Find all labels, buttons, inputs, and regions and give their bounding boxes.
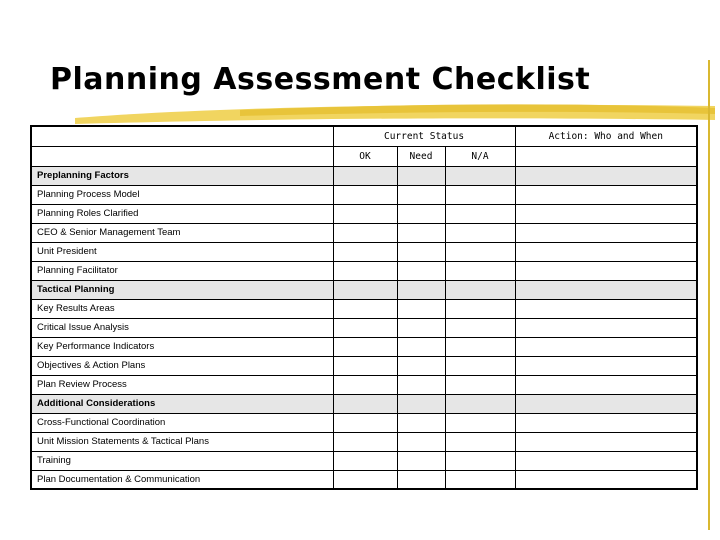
item-label: Cross-Functional Coordination [31,413,333,432]
need-cell[interactable] [397,318,445,337]
action-cell[interactable] [515,204,697,223]
item-label: Critical Issue Analysis [31,318,333,337]
item-label: Key Performance Indicators [31,337,333,356]
na-cell[interactable] [445,166,515,185]
action-cell[interactable] [515,470,697,489]
item-label: Planning Process Model [31,185,333,204]
ok-cell[interactable] [333,223,397,242]
accent-vertical-line [708,60,710,530]
page-title: Planning Assessment Checklist [50,62,591,97]
table-row [31,356,697,375]
na-cell[interactable] [445,185,515,204]
section-label: Tactical Planning [31,280,333,299]
ok-cell[interactable] [333,280,397,299]
table-row [31,318,697,337]
action-cell[interactable] [515,356,697,375]
na-header: N/A [445,146,515,166]
item-label: Planning Roles Clarified [31,204,333,223]
na-cell[interactable] [445,318,515,337]
action-cell[interactable] [515,337,697,356]
table-row [31,223,697,242]
na-cell[interactable] [445,299,515,318]
ok-cell[interactable] [333,375,397,394]
need-cell[interactable] [397,280,445,299]
ok-cell[interactable] [333,242,397,261]
ok-cell[interactable] [333,394,397,413]
table-row [31,261,697,280]
checklist-table [30,125,698,490]
na-cell[interactable] [445,337,515,356]
item-label: Unit President [31,242,333,261]
section-label: Additional Considerations [31,394,333,413]
action-cell[interactable] [515,166,697,185]
table-row [31,299,697,318]
na-cell[interactable] [445,356,515,375]
action-header: Action: Who and When [515,126,697,146]
need-cell[interactable] [397,470,445,489]
table-row [31,375,697,394]
na-cell[interactable] [445,375,515,394]
na-cell[interactable] [445,280,515,299]
ok-cell[interactable] [333,451,397,470]
item-label: Objectives & Action Plans [31,356,333,375]
na-cell[interactable] [445,451,515,470]
action-cell[interactable] [515,375,697,394]
need-cell[interactable] [397,223,445,242]
need-cell[interactable] [397,204,445,223]
need-cell[interactable] [397,432,445,451]
ok-cell[interactable] [333,413,397,432]
item-label: Planning Facilitator [31,261,333,280]
na-cell[interactable] [445,242,515,261]
action-cell[interactable] [515,223,697,242]
header-row-2 [31,146,697,166]
ok-header: OK [333,146,397,166]
header-blank-cell [31,126,333,146]
need-cell[interactable] [397,185,445,204]
header-row-1 [31,126,697,146]
table-row [31,337,697,356]
table-row [31,242,697,261]
current-status-header: Current Status [333,126,515,146]
item-label: Plan Documentation & Communication [31,470,333,489]
section-row [31,280,697,299]
na-cell[interactable] [445,432,515,451]
item-label: Plan Review Process [31,375,333,394]
need-cell[interactable] [397,394,445,413]
item-label: Unit Mission Statements & Tactical Plans [31,432,333,451]
action-cell[interactable] [515,280,697,299]
ok-cell[interactable] [333,166,397,185]
ok-cell[interactable] [333,318,397,337]
need-cell[interactable] [397,299,445,318]
section-row [31,166,697,185]
need-cell[interactable] [397,413,445,432]
need-cell[interactable] [397,261,445,280]
need-header: Need [397,146,445,166]
action-cell[interactable] [515,318,697,337]
action-cell[interactable] [515,299,697,318]
ok-cell[interactable] [333,185,397,204]
table-row [31,413,697,432]
need-cell[interactable] [397,375,445,394]
action-blank-cell [515,146,697,166]
action-cell[interactable] [515,261,697,280]
na-cell[interactable] [445,261,515,280]
need-cell[interactable] [397,451,445,470]
table-row [31,470,697,489]
need-cell[interactable] [397,166,445,185]
na-cell[interactable] [445,204,515,223]
na-cell[interactable] [445,394,515,413]
ok-cell[interactable] [333,261,397,280]
ok-cell[interactable] [333,356,397,375]
action-cell[interactable] [515,185,697,204]
need-cell[interactable] [397,337,445,356]
action-cell[interactable] [515,432,697,451]
action-cell[interactable] [515,413,697,432]
table-row [31,185,697,204]
section-label: Preplanning Factors [31,166,333,185]
ok-cell[interactable] [333,470,397,489]
action-cell[interactable] [515,242,697,261]
ok-cell[interactable] [333,299,397,318]
table-row [31,432,697,451]
need-cell[interactable] [397,242,445,261]
header-blank-cell [31,146,333,166]
table-row [31,204,697,223]
section-row [31,394,697,413]
item-label: Training [31,451,333,470]
ok-cell[interactable] [333,204,397,223]
table-row [31,451,697,470]
title-underline [0,96,720,128]
na-cell[interactable] [445,223,515,242]
ok-cell[interactable] [333,337,397,356]
item-label: Key Results Areas [31,299,333,318]
need-cell[interactable] [397,356,445,375]
action-cell[interactable] [515,394,697,413]
item-label: CEO & Senior Management Team [31,223,333,242]
ok-cell[interactable] [333,432,397,451]
na-cell[interactable] [445,413,515,432]
na-cell[interactable] [445,470,515,489]
action-cell[interactable] [515,451,697,470]
